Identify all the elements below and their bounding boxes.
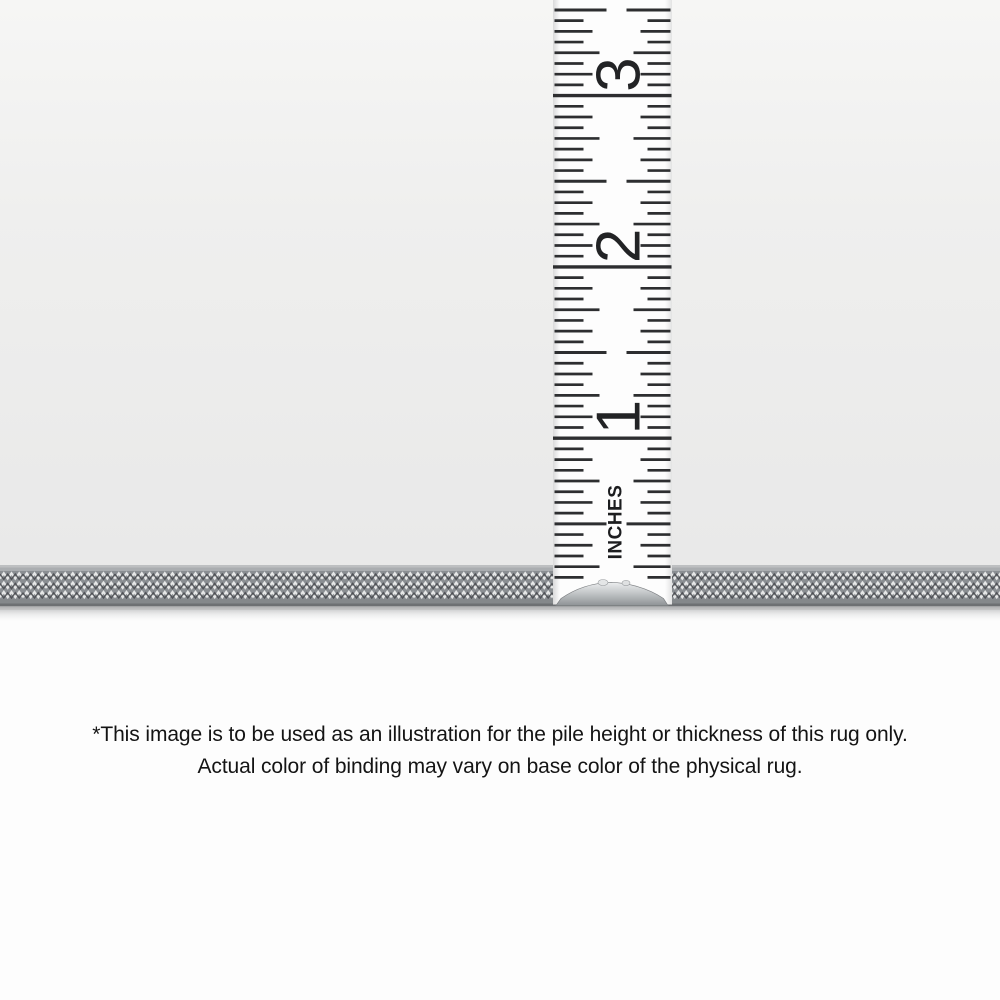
metal-tip-rivet [598, 580, 608, 586]
disclaimer-text [0, 719, 1000, 783]
disclaimer-line-1: *This image is to be used as an illustration for the pile height or thickness of this rug only. [92, 723, 908, 746]
rug-band [0, 565, 1000, 621]
rug-drop-shadow [0, 606, 1000, 621]
ruler-number-2: 2 [584, 228, 654, 264]
ruler-unit-label: INCHES [605, 484, 627, 560]
rug-weave-texture [0, 571, 1000, 599]
measuring-tape [553, 0, 672, 606]
ruler-number-3: 3 [584, 57, 654, 92]
rug-bottom-edge [0, 604, 1000, 607]
rug-lower-binding [0, 599, 1000, 604]
rug-top-highlight [0, 565, 1000, 568]
disclaimer-line-2: Actual color of binding may vary on base color of the physical rug. [197, 755, 803, 778]
ruler-number-1: 1 [584, 399, 654, 435]
rug-top-binding [0, 568, 1000, 572]
metal-tip-rivet [622, 580, 630, 585]
